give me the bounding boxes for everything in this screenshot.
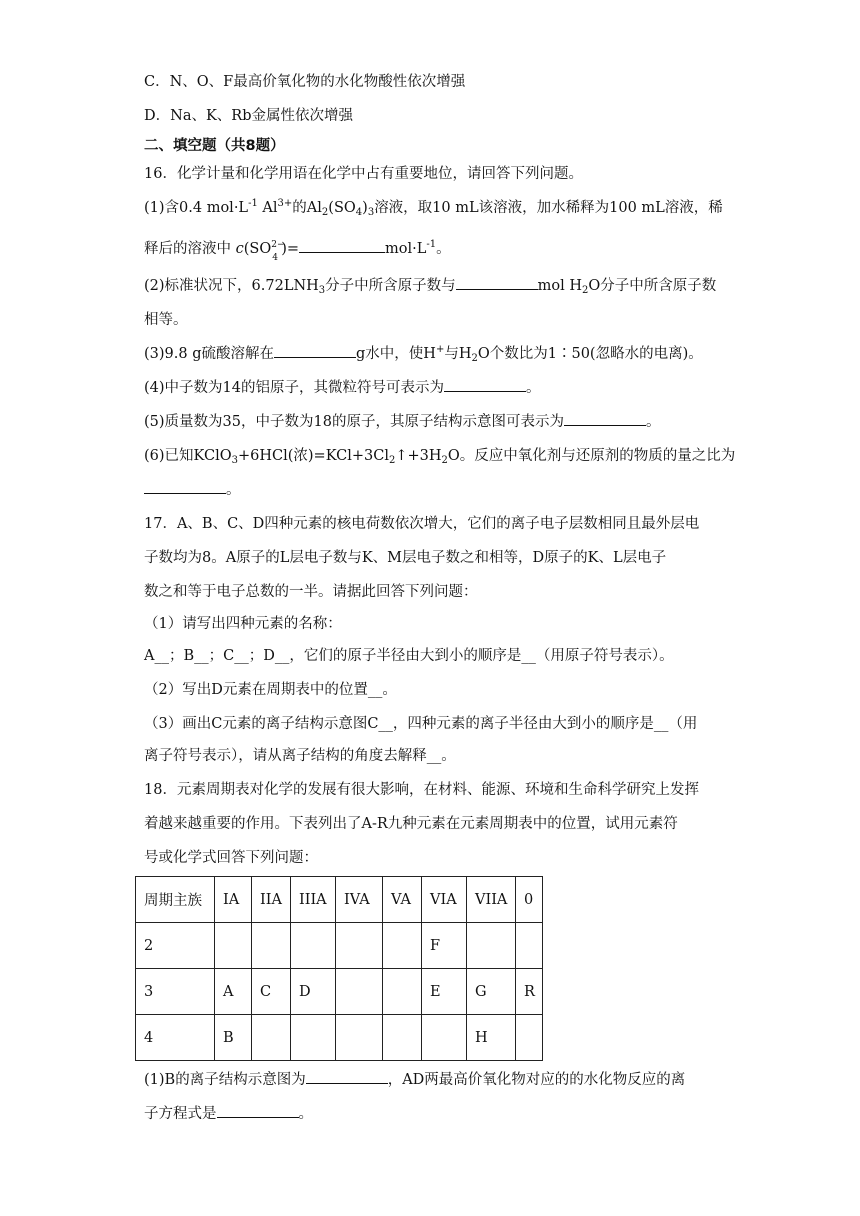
q17-line4: （1）请写出四种元素的名称：	[144, 616, 342, 632]
text-seg: 与H	[444, 346, 472, 362]
text-seg: )=	[281, 241, 300, 257]
text-seg: O个数比为1∶50(忽略水的电离)。	[477, 346, 703, 362]
text-seg: ，AD两最高价氧化物对应的的水化物反应的离	[387, 1072, 686, 1088]
table-header-cell: IIIA	[291, 877, 336, 923]
table-cell: 2	[136, 923, 215, 969]
sup-text: -1	[426, 239, 437, 250]
text-seg: (SO	[243, 241, 272, 257]
sub-text: 2	[441, 455, 448, 466]
table-header-cell: IA	[215, 877, 252, 923]
text-seg: mol H	[537, 278, 583, 294]
table-cell: H	[467, 1015, 516, 1061]
option-c: C．N、O、F最高价氧化物的水化物酸性依次增强	[144, 74, 466, 90]
table-cell: 4	[136, 1015, 215, 1061]
table-cell	[215, 923, 252, 969]
table-cell	[516, 923, 543, 969]
q16-part1-line2	[144, 239, 451, 263]
text-seg: 。	[436, 241, 451, 257]
sub-text: 2	[388, 455, 396, 466]
sub-text: 3	[367, 207, 375, 218]
q17-line8: 离子符号表示），请从离子结构的角度去解释__。	[144, 748, 456, 764]
text-seg: )	[362, 200, 368, 216]
text-seg: 。	[226, 482, 241, 498]
table-cell: C	[252, 969, 291, 1015]
sub-text: 2	[471, 353, 478, 364]
table-cell	[383, 969, 422, 1015]
table-cell	[422, 1015, 467, 1061]
text-seg: +6HCl(浓)=KCl+3Cl	[237, 448, 389, 464]
table-cell	[291, 923, 336, 969]
sub-text: 3	[231, 455, 238, 466]
q16-part6-line2	[144, 480, 241, 500]
table-cell: B	[215, 1015, 252, 1061]
table-cell: E	[422, 969, 467, 1015]
text-seg: ↑+3H	[395, 448, 442, 464]
q18-part1-line2	[144, 1104, 313, 1124]
answer-blank[interactable]	[144, 481, 226, 494]
q18-line3: 号或化学式回答下列问题：	[144, 850, 318, 866]
text-seg: 的Al	[292, 200, 322, 216]
q18-line1: 18．元素周期表对化学的发展有很大影响，在材料、能源、环境和生命科学研究上发挥	[144, 782, 699, 798]
text-seg: (1)含0.4 mol·L	[144, 200, 249, 216]
table-row	[136, 1015, 543, 1061]
text-seg: 。	[298, 1106, 313, 1122]
table-cell	[252, 1015, 291, 1061]
table-cell: F	[422, 923, 467, 969]
text-seg: (6)已知KClO	[144, 448, 232, 464]
text-seg: mol·L	[385, 241, 427, 257]
q16-part4	[144, 378, 541, 398]
table-cell	[252, 923, 291, 969]
q17-line3: 数之和等于电子总数的一半。请据此回答下列问题：	[144, 584, 478, 600]
answer-blank[interactable]	[217, 1105, 299, 1118]
answer-blank[interactable]	[564, 413, 646, 426]
sup-text: +	[435, 344, 445, 355]
table-cell: 3	[136, 969, 215, 1015]
text-seg: (3)9.8 g硫酸溶解在	[144, 346, 274, 362]
text-seg: 溶液，取10 mL该溶液，加水稀释为100 mL溶液，稀	[374, 200, 723, 216]
table-cell	[291, 1015, 336, 1061]
text-seg: 释后的溶液中	[144, 241, 231, 257]
table-cell	[336, 923, 383, 969]
answer-blank[interactable]	[444, 379, 526, 392]
text-seg: (SO	[328, 200, 356, 216]
q16-part1-line1	[144, 198, 723, 218]
q17-line6: （2）写出D元素在周期表中的位置__。	[144, 682, 397, 698]
table-cell: R	[516, 969, 543, 1015]
q18-line2: 着越来越重要的作用。下表列出了A-R九种元素在元素周期表中的位置，试用元素符	[144, 816, 678, 832]
sub-text: 2	[321, 207, 329, 218]
text-seg: 子方程式是	[144, 1106, 217, 1122]
table-header-cell: VIIA	[467, 877, 516, 923]
table-cell: A	[215, 969, 252, 1015]
q17-line2: 子数均为8。A原子的L层电子数与K、M层电子数之和相等，D原子的K、L层电子	[144, 550, 667, 566]
section-heading: 二、填空题（共8题）	[144, 138, 285, 154]
table-header-cell: 0	[516, 877, 543, 923]
sub-text: 4	[355, 207, 363, 218]
table-cell	[336, 1015, 383, 1061]
text-seg: (1)B的离子结构示意图为	[144, 1072, 306, 1088]
q18-part1-line1	[144, 1070, 685, 1090]
table-cell	[516, 1015, 543, 1061]
q16-part5	[144, 412, 660, 432]
table-header-cell: IIA	[252, 877, 291, 923]
sup-text: -1	[248, 198, 258, 209]
table-cell: D	[291, 969, 336, 1015]
text-seg: 。	[645, 414, 661, 430]
sub-text: 2	[582, 285, 589, 296]
table-header-cell: VIA	[422, 877, 467, 923]
q17-line1: 17．A、B、C、D四种元素的核电荷数依次增大，它们的离子电子层数相同且最外层电	[144, 516, 700, 532]
answer-blank[interactable]	[456, 277, 538, 290]
text-seg: (5)质量数为35，中子数为18的原子，其原子结构示意图可表示为	[144, 414, 564, 430]
table-cell	[383, 923, 422, 969]
q17-line5: A__；B__；C__；D__，它们的原子半径由大到小的顺序是__（用原子符号表示）。	[144, 648, 674, 664]
table-cell	[383, 1015, 422, 1061]
q16-stem: 16．化学计量和化学用语在化学中占有重要地位，请回答下列问题。	[144, 166, 583, 182]
text-seg: (4)中子数为14的铝原子，其微粒符号可表示为	[144, 380, 444, 396]
table-cell	[336, 969, 383, 1015]
table-cell	[467, 923, 516, 969]
periodic-table	[135, 876, 543, 1061]
table-row	[136, 923, 543, 969]
text-seg: (2)标准状况下，6.72LNH	[144, 278, 319, 294]
q16-part6-line1	[144, 446, 735, 466]
text-seg: Al	[257, 200, 278, 216]
table-header-row	[136, 877, 543, 923]
text-seg: O分子中所含原子数	[588, 278, 717, 294]
q16-part3	[144, 344, 703, 364]
answer-blank[interactable]	[299, 240, 385, 253]
italic-c: c	[235, 241, 244, 257]
sulfate-charge: 2− 4	[271, 240, 285, 263]
table-row	[136, 969, 543, 1015]
table-header-cell: IVA	[336, 877, 383, 923]
answer-blank[interactable]	[306, 1071, 388, 1084]
answer-blank[interactable]	[274, 345, 356, 358]
table-header-cell: 周期主族	[136, 877, 215, 923]
q17-line7: （3）画出C元素的离子结构示意图C__，四种元素的离子半径由大到小的顺序是__（用	[144, 716, 698, 732]
text-seg: g水中，使H	[356, 346, 436, 362]
sup-text: 3+	[277, 198, 293, 209]
text-seg: 。	[526, 380, 541, 396]
sub-text: 3	[318, 285, 326, 296]
table-header-cell: VA	[383, 877, 422, 923]
q16-part2-line2: 相等。	[144, 312, 188, 328]
q16-part2-line1	[144, 276, 716, 296]
option-d: D．Na、K、Rb金属性依次增强	[144, 108, 353, 124]
table-cell: G	[467, 969, 516, 1015]
text-seg: 分子中所含原子数与	[325, 278, 456, 294]
text-seg: O。反应中氧化剂与还原剂的物质的量之比为	[447, 448, 736, 464]
